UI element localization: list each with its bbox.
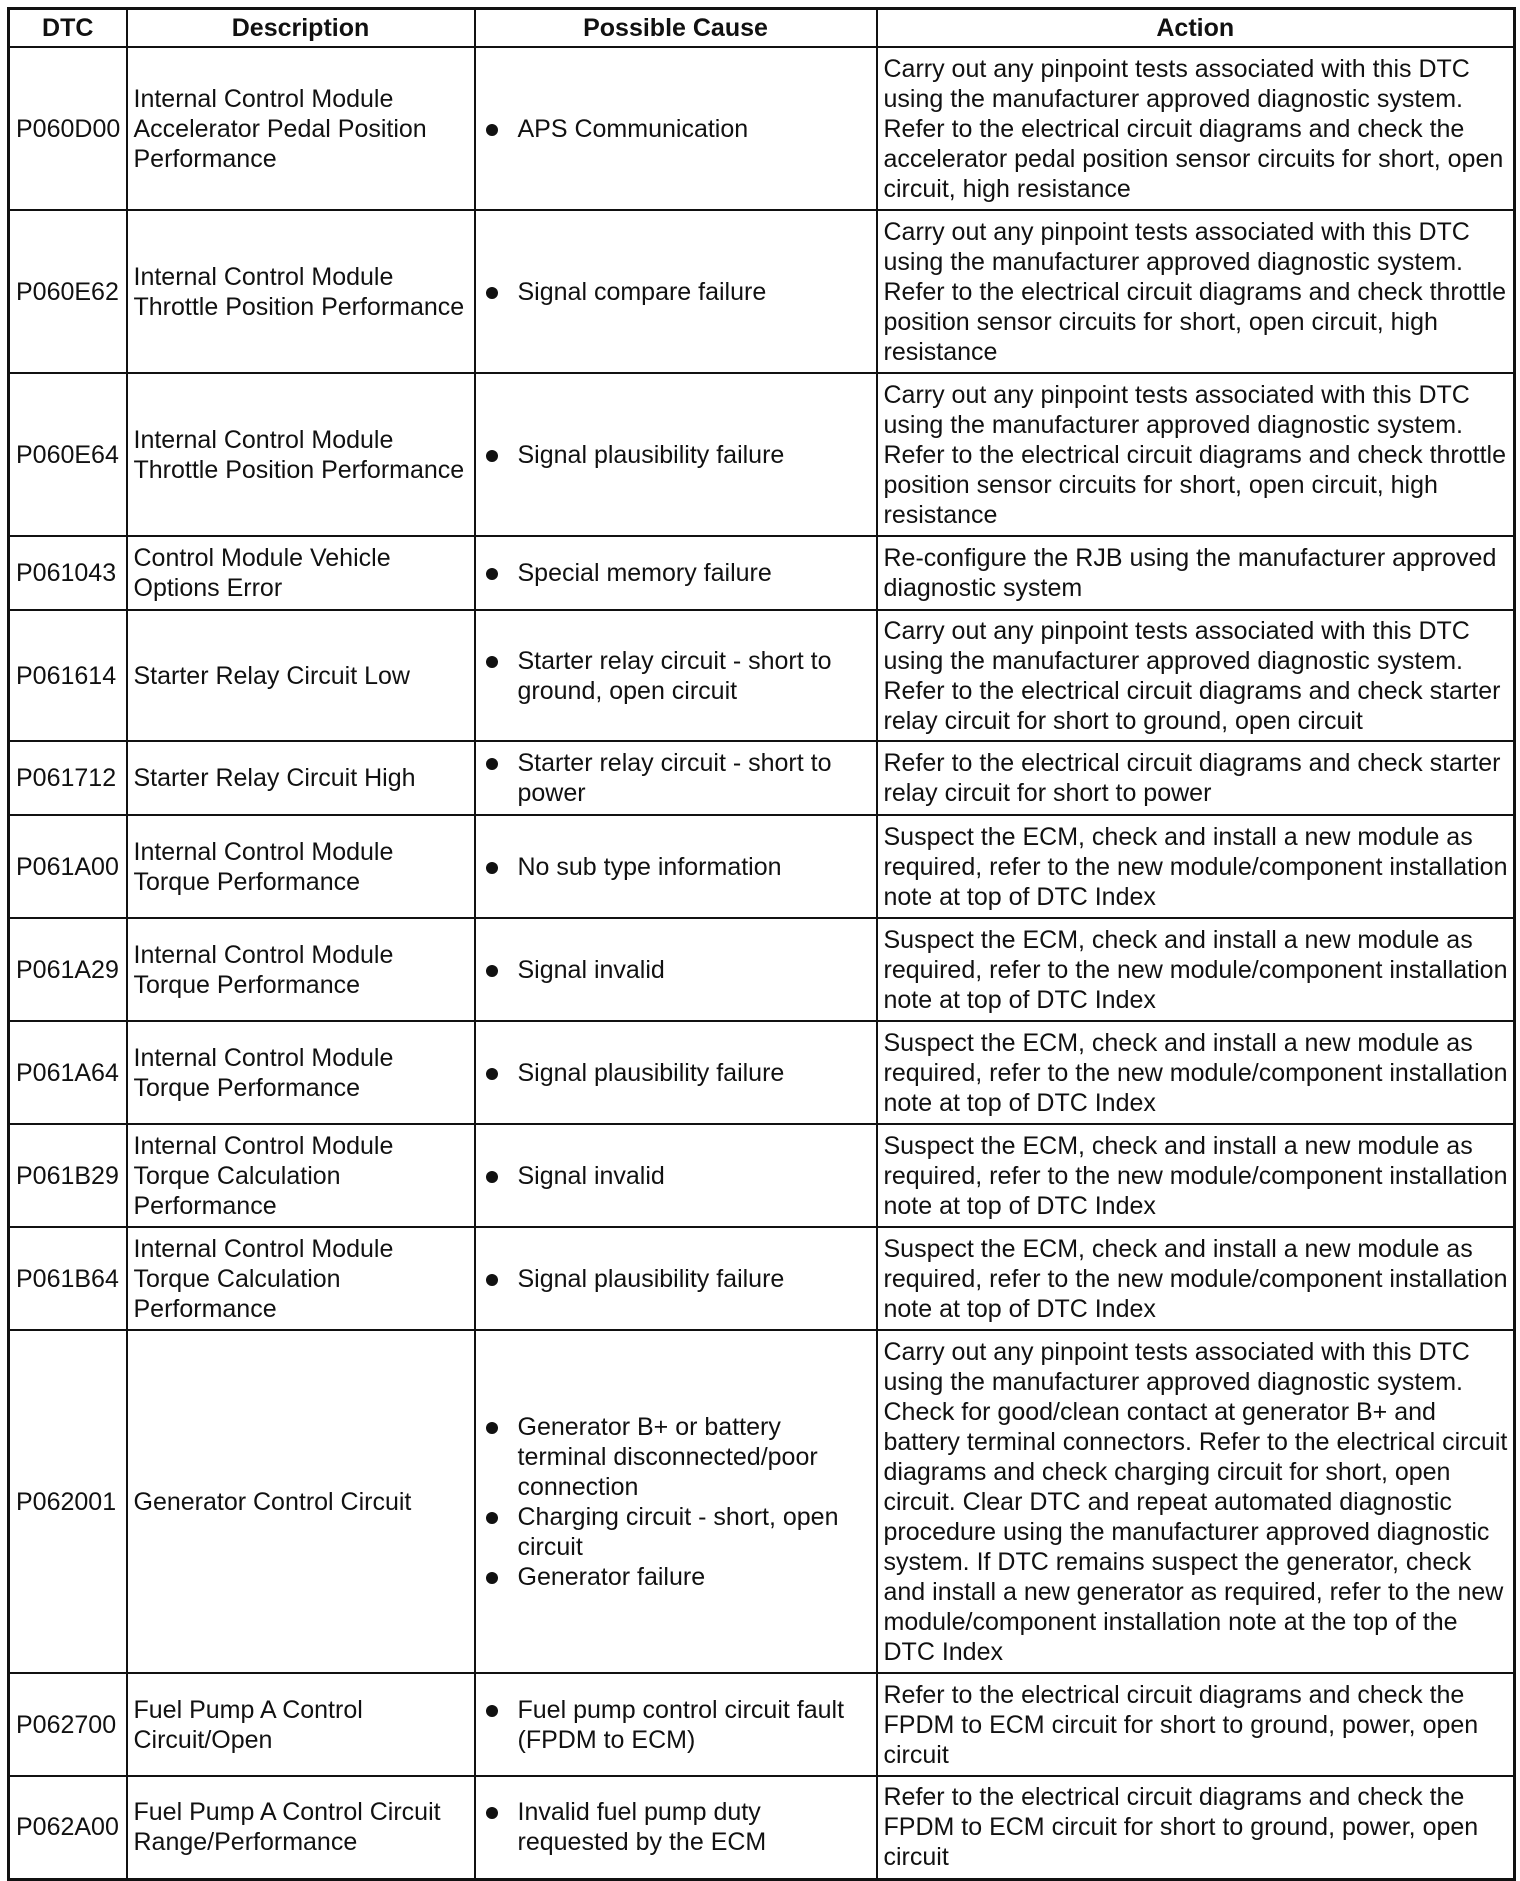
cause-list (482, 748, 871, 808)
possible-cause (475, 1227, 877, 1330)
dtc-description: Internal Control Module Torque Calculation Performance (127, 1124, 475, 1227)
possible-cause (475, 1673, 877, 1776)
possible-cause (475, 1124, 877, 1227)
cause-item: Starter relay circuit - short to power (482, 748, 871, 808)
table-row (9, 1124, 1515, 1227)
cause-list (482, 955, 871, 985)
possible-cause (475, 536, 877, 610)
dtc-code: P061B29 (9, 1124, 127, 1227)
cause-list (482, 1797, 871, 1857)
dtc-code: P060D00 (9, 47, 127, 210)
cause-item: Signal plausibility failure (482, 1058, 871, 1088)
cause-item: Fuel pump control circuit fault (FPDM to ECM) (482, 1695, 871, 1755)
action-text: Suspect the ECM, check and install a new module as required, refer to the new module/component installation note at top of DTC Index (877, 815, 1515, 918)
action-text: Carry out any pinpoint tests associated with this DTC using the manufacturer approved diagnostic system. Refer to the electrical circuit diagrams and check the accelerator pedal position sensor circuits for short, open circuit, high resistance (877, 47, 1515, 210)
cause-item: Generator failure (482, 1562, 871, 1592)
dtc-description: Internal Control Module Accelerator Pedal Position Performance (127, 47, 475, 210)
possible-cause (475, 1776, 877, 1879)
table-row (9, 1227, 1515, 1330)
action-text: Refer to the electrical circuit diagrams and check the FPDM to ECM circuit for short to ground, power, open circuit (877, 1776, 1515, 1879)
dtc-code: P062A00 (9, 1776, 127, 1879)
cause-list (482, 1161, 871, 1191)
cause-list (482, 1695, 871, 1755)
cause-list (482, 1264, 871, 1294)
dtc-description: Starter Relay Circuit Low (127, 610, 475, 741)
table-row (9, 918, 1515, 1021)
dtc-code: P061A64 (9, 1021, 127, 1124)
action-text: Suspect the ECM, check and install a new module as required, refer to the new module/component installation note at top of DTC Index (877, 1021, 1515, 1124)
dtc-description: Internal Control Module Throttle Position Performance (127, 373, 475, 536)
dtc-table (7, 7, 1516, 1881)
header-dtc: DTC (9, 9, 127, 48)
dtc-code: P061614 (9, 610, 127, 741)
dtc-document (7, 7, 1513, 1881)
action-text: Carry out any pinpoint tests associated with this DTC using the manufacturer approved diagnostic system. Refer to the electrical circuit diagrams and check throttle position sensor circuits for short, open circuit, high resistance (877, 373, 1515, 536)
action-text: Refer to the electrical circuit diagrams and check starter relay circuit for short to power (877, 741, 1515, 815)
cause-item: Signal plausibility failure (482, 440, 871, 470)
possible-cause (475, 918, 877, 1021)
possible-cause (475, 1330, 877, 1673)
possible-cause (475, 610, 877, 741)
cause-item: Signal plausibility failure (482, 1264, 871, 1294)
cause-list (482, 277, 871, 307)
possible-cause (475, 373, 877, 536)
dtc-code: P061043 (9, 536, 127, 610)
dtc-code: P060E64 (9, 373, 127, 536)
cause-item: Generator B+ or battery terminal disconnected/poor connection (482, 1412, 871, 1502)
action-text: Suspect the ECM, check and install a new module as required, refer to the new module/component installation note at top of DTC Index (877, 918, 1515, 1021)
possible-cause (475, 815, 877, 918)
action-text: Carry out any pinpoint tests associated with this DTC using the manufacturer approved diagnostic system. Check for good/clean contact at generator B+ and battery terminal connectors. Refer to the electrical circuit diagrams and check charging circuit for short, open circuit. Clear DTC and repeat automated diagnostic procedure using the manufacturer approved diagnostic system. If DTC remains suspect the generator, check and install a new generator as required, refer to the new module/component installation note at the top of the DTC Index (877, 1330, 1515, 1673)
header-possible-cause: Possible Cause (475, 9, 877, 48)
cause-item: Signal invalid (482, 1161, 871, 1191)
header-action: Action (877, 9, 1515, 48)
dtc-description: Fuel Pump A Control Circuit Range/Performance (127, 1776, 475, 1879)
cause-item: Signal compare failure (482, 277, 871, 307)
table-row (9, 610, 1515, 741)
dtc-code: P062001 (9, 1330, 127, 1673)
cause-list (482, 114, 871, 144)
dtc-description: Internal Control Module Torque Calculation Performance (127, 1227, 475, 1330)
cause-item: Charging circuit - short, open circuit (482, 1502, 871, 1562)
cause-item: No sub type information (482, 852, 871, 882)
table-row (9, 47, 1515, 210)
table-body (9, 47, 1515, 1879)
action-text: Suspect the ECM, check and install a new module as required, refer to the new module/component installation note at top of DTC Index (877, 1124, 1515, 1227)
dtc-code: P060E62 (9, 210, 127, 373)
table-row (9, 815, 1515, 918)
cause-item: Signal invalid (482, 955, 871, 985)
dtc-code: P061712 (9, 741, 127, 815)
cause-list (482, 1412, 871, 1592)
action-text: Carry out any pinpoint tests associated with this DTC using the manufacturer approved diagnostic system. Refer to the electrical circuit diagrams and check throttle position sensor circuits for short, open circuit, high resistance (877, 210, 1515, 373)
header-description: Description (127, 9, 475, 48)
table-row (9, 536, 1515, 610)
action-text: Carry out any pinpoint tests associated with this DTC using the manufacturer approved diagnostic system. Refer to the electrical circuit diagrams and check starter relay circuit for short to ground, open circuit (877, 610, 1515, 741)
cause-list (482, 440, 871, 470)
dtc-description: Internal Control Module Torque Performance (127, 815, 475, 918)
table-row (9, 1776, 1515, 1879)
dtc-description: Fuel Pump A Control Circuit/Open (127, 1673, 475, 1776)
table-row (9, 1021, 1515, 1124)
dtc-code: P061A29 (9, 918, 127, 1021)
cause-list (482, 558, 871, 588)
cause-list (482, 852, 871, 882)
cause-item: APS Communication (482, 114, 871, 144)
dtc-description: Generator Control Circuit (127, 1330, 475, 1673)
table-row (9, 1330, 1515, 1673)
cause-item: Starter relay circuit - short to ground, open circuit (482, 646, 871, 706)
cause-list (482, 646, 871, 706)
dtc-description: Starter Relay Circuit High (127, 741, 475, 815)
cause-item: Special memory failure (482, 558, 871, 588)
dtc-description: Control Module Vehicle Options Error (127, 536, 475, 610)
dtc-code: P061B64 (9, 1227, 127, 1330)
action-text: Refer to the electrical circuit diagrams and check the FPDM to ECM circuit for short to ground, power, open circuit (877, 1673, 1515, 1776)
dtc-code: P061A00 (9, 815, 127, 918)
cause-list (482, 1058, 871, 1088)
dtc-description: Internal Control Module Torque Performance (127, 1021, 475, 1124)
dtc-code: P062700 (9, 1673, 127, 1776)
possible-cause (475, 210, 877, 373)
possible-cause (475, 1021, 877, 1124)
action-text: Re-configure the RJB using the manufacturer approved diagnostic system (877, 536, 1515, 610)
header-row (9, 9, 1515, 48)
table-row (9, 210, 1515, 373)
possible-cause (475, 47, 877, 210)
dtc-description: Internal Control Module Torque Performance (127, 918, 475, 1021)
possible-cause (475, 741, 877, 815)
table-row (9, 741, 1515, 815)
table-row (9, 1673, 1515, 1776)
cause-item: Invalid fuel pump duty requested by the ECM (482, 1797, 871, 1857)
action-text: Suspect the ECM, check and install a new module as required, refer to the new module/component installation note at top of DTC Index (877, 1227, 1515, 1330)
table-row (9, 373, 1515, 536)
dtc-description: Internal Control Module Throttle Position Performance (127, 210, 475, 373)
